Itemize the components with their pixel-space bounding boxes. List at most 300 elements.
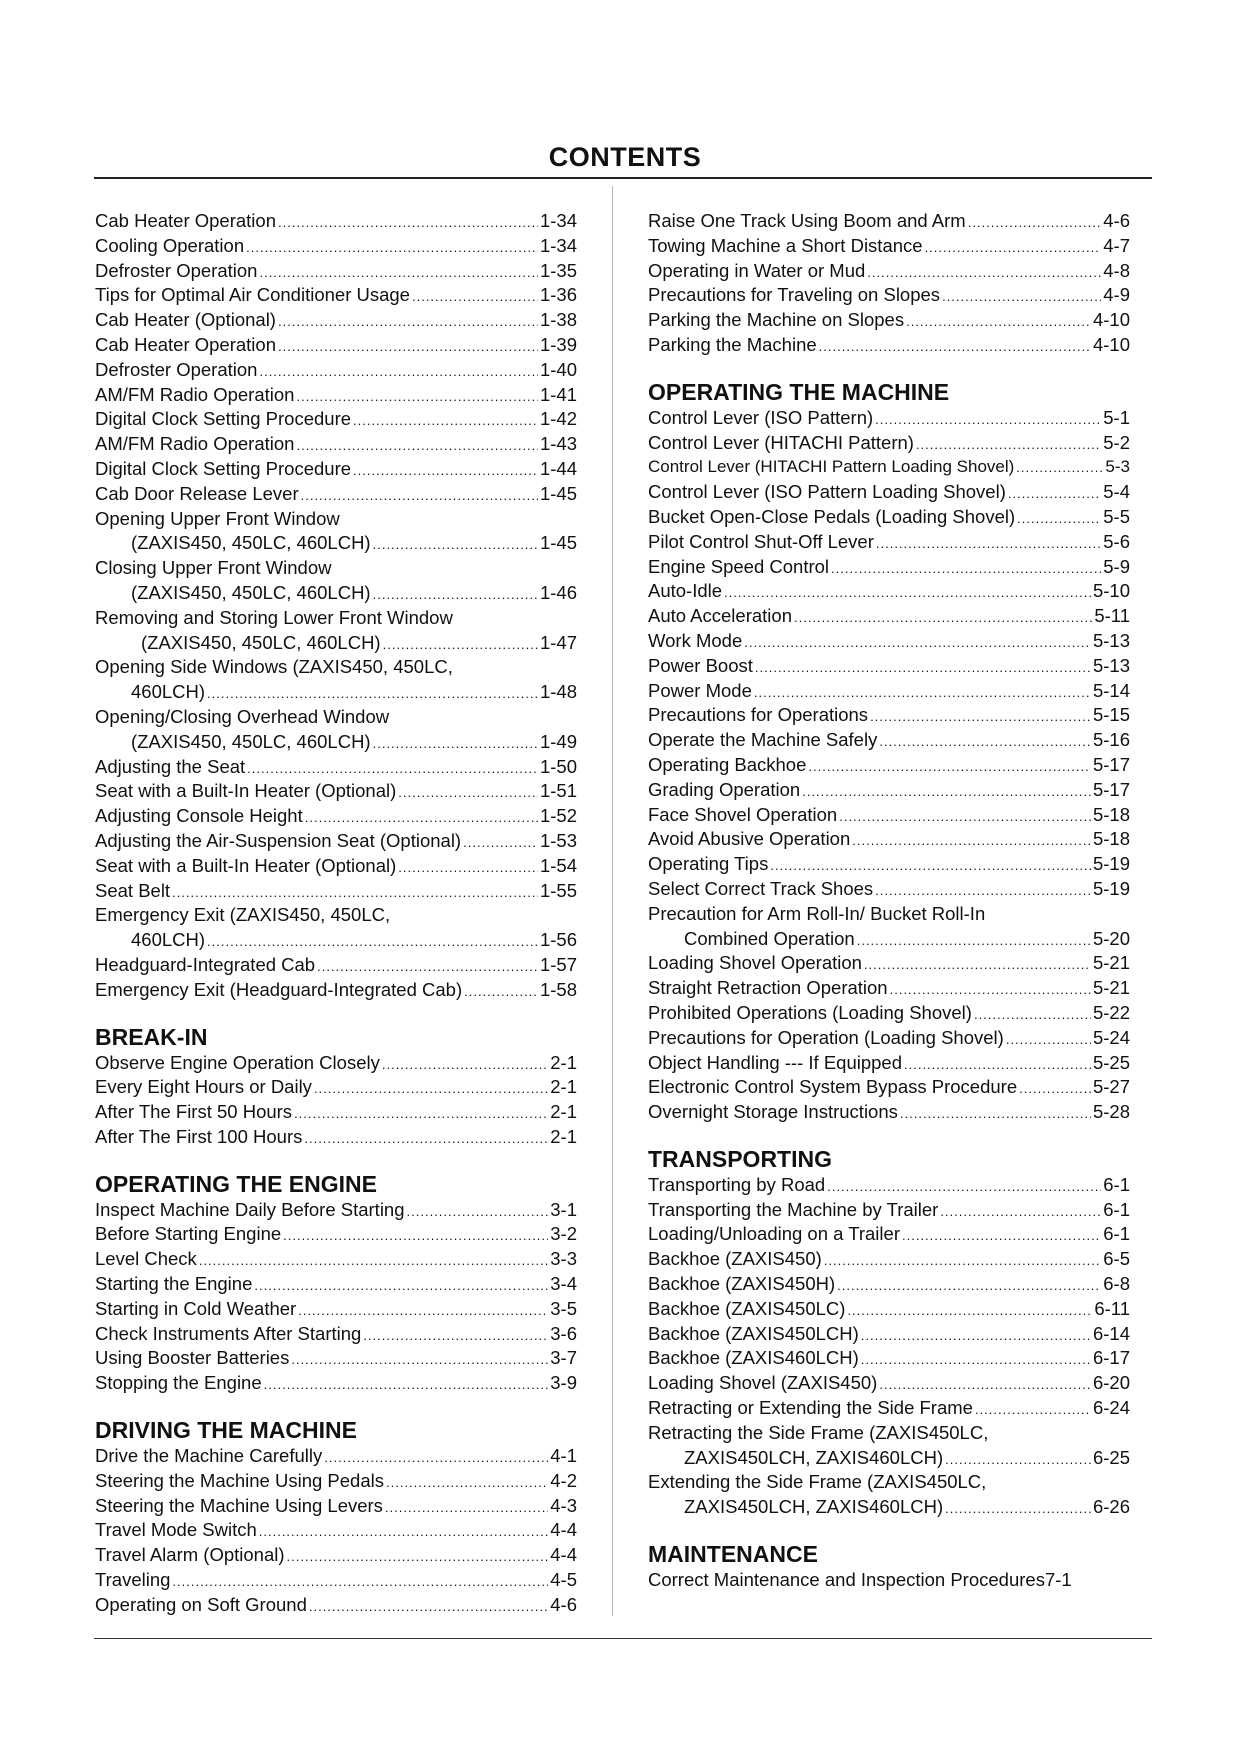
toc-entry-page: 3-4 — [550, 1273, 577, 1295]
toc-entry-title: Retracting or Extending the Side Frame — [648, 1397, 973, 1419]
toc-entry-wrap-first-line[interactable]: Removing and Storing Lower Front Window — [95, 606, 453, 628]
toc-entry[interactable] — [95, 407, 577, 432]
toc-entry[interactable] — [648, 234, 1130, 259]
dot-leader — [876, 532, 1101, 557]
toc-group-cab — [95, 209, 577, 507]
dot-leader — [291, 1348, 548, 1373]
toc-entry-title: Control Lever (HITACHI Pattern Loading Shovel) — [648, 457, 1015, 477]
toc-entry[interactable] — [648, 1568, 1130, 1593]
toc-entry-page: 5-13 — [1092, 654, 1130, 676]
toc-entry-page: 5-16 — [1092, 729, 1130, 751]
toc-entry-page: 5-6 — [1103, 530, 1130, 552]
dot-leader — [305, 806, 538, 831]
dot-leader — [837, 1274, 1101, 1299]
toc-entry-page: 1-56 — [539, 929, 577, 951]
toc-entry[interactable] — [648, 1051, 1130, 1076]
toc-entry[interactable] — [95, 333, 577, 358]
toc-group-driving-machine — [95, 1444, 577, 1618]
page-title — [0, 142, 1240, 173]
toc-entry-wrap-first-line[interactable]: Opening Upper Front Window — [95, 507, 340, 529]
toc-entry-page: 1-55 — [539, 879, 577, 901]
toc-entry[interactable] — [648, 431, 1130, 456]
toc-group-loading-shovel — [648, 951, 1130, 1125]
toc-entry[interactable] — [648, 1297, 1130, 1322]
toc-entry-title: Overnight Storage Instructions — [648, 1101, 898, 1123]
toc-entry-page: 5-15 — [1092, 704, 1130, 726]
toc-entry[interactable] — [648, 753, 1130, 778]
dot-leader — [940, 1200, 1101, 1225]
toc-entry-page: 4-4 — [550, 1544, 577, 1566]
toc-entry-page: 5-2 — [1103, 431, 1130, 453]
toc-entry-title: Seat Belt — [95, 879, 171, 901]
dot-leader — [942, 285, 1101, 310]
toc-entry-page: 4-10 — [1092, 309, 1130, 331]
toc-entry[interactable] — [95, 879, 577, 904]
toc-group-headguard — [95, 953, 577, 1003]
toc-left-column — [95, 209, 577, 1618]
toc-entry[interactable] — [648, 1026, 1130, 1051]
toc-entry-page: 3-5 — [550, 1297, 577, 1319]
toc-entry[interactable] — [95, 829, 577, 854]
dot-leader — [755, 656, 1091, 681]
toc-entry[interactable] — [648, 803, 1130, 828]
toc-entry-page: 5-10 — [1092, 580, 1130, 602]
toc-entry-title: Observe Engine Operation Closely — [95, 1051, 380, 1073]
dot-leader — [906, 310, 1091, 335]
toc-entry-title: Using Booster Batteries — [95, 1347, 290, 1369]
toc-entry[interactable] — [95, 482, 577, 507]
dot-leader — [916, 433, 1101, 458]
toc-entry-title: Adjusting the Air-Suspension Seat (Optional) — [95, 829, 462, 851]
toc-entry[interactable] — [95, 1222, 577, 1247]
toc-entry[interactable] — [95, 804, 577, 829]
dot-leader — [373, 732, 538, 757]
dot-leader — [464, 980, 538, 1005]
toc-entry[interactable] — [95, 730, 577, 755]
dot-leader — [902, 1224, 1101, 1249]
toc-entry-title: Precautions for Operations — [648, 704, 869, 726]
toc-entry[interactable] — [95, 457, 577, 482]
toc-entry-title: Stopping the Engine — [95, 1372, 262, 1394]
toc-entry[interactable] — [648, 1222, 1130, 1247]
dot-leader — [382, 1053, 548, 1078]
toc-entry-title: Electronic Control System Bypass Procedure — [648, 1076, 1018, 1098]
toc-entry[interactable] — [648, 308, 1130, 333]
dot-leader — [298, 1299, 548, 1324]
toc-entry-title: AM/FM Radio Operation — [95, 433, 295, 455]
toc-entry-title: Operating on Soft Ground — [95, 1593, 307, 1615]
toc-entry[interactable] — [648, 1001, 1130, 1026]
dot-leader — [724, 581, 1091, 606]
toc-entry[interactable] — [95, 1322, 577, 1347]
toc-entry-title: (ZAXIS450, 450LC, 460LCH) — [131, 532, 371, 554]
toc-entry-title: Parking the Machine on Slopes — [648, 309, 905, 331]
toc-entry[interactable] — [648, 333, 1130, 358]
toc-entry[interactable] — [95, 928, 577, 953]
dot-leader — [1017, 507, 1101, 532]
toc-entry-page: 5-21 — [1092, 977, 1130, 999]
toc-entry-page: 4-2 — [550, 1469, 577, 1491]
toc-entry-page: 6-20 — [1092, 1372, 1130, 1394]
toc-entry-page: 5-28 — [1092, 1101, 1130, 1123]
dot-leader — [207, 682, 538, 707]
toc-entry[interactable] — [648, 1322, 1130, 1347]
toc-entry-title: Steering the Machine Using Levers — [95, 1494, 383, 1516]
dot-leader — [1019, 1077, 1091, 1102]
toc-entry-page: 5-13 — [1092, 629, 1130, 651]
toc-entry-page: 6-14 — [1092, 1322, 1130, 1344]
toc-entry-page: 1-53 — [539, 829, 577, 851]
toc-group-operating-engine — [95, 1198, 577, 1396]
dot-leader — [353, 409, 538, 434]
toc-entry-title: Face Shovel Operation — [648, 803, 838, 825]
toc-entry[interactable] — [648, 679, 1130, 704]
toc-entry[interactable] — [95, 755, 577, 780]
toc-entry[interactable] — [648, 827, 1130, 852]
dot-leader — [353, 459, 538, 484]
dot-leader — [199, 1249, 548, 1274]
dot-leader — [207, 930, 538, 955]
toc-entry-page: 1-54 — [539, 854, 577, 876]
toc-group-break-in — [95, 1051, 577, 1150]
toc-entry-title: (ZAXIS450, 450LC, 460LCH) — [131, 730, 371, 752]
toc-entry-page: 6-17 — [1092, 1347, 1130, 1369]
toc-entry-title: Transporting the Machine by Trailer — [648, 1198, 939, 1220]
toc-entry[interactable] — [648, 703, 1130, 728]
toc-entry-title: Backhoe (ZAXIS450H) — [648, 1273, 836, 1295]
toc-entry[interactable] — [648, 1371, 1130, 1396]
toc-entry[interactable] — [95, 531, 577, 556]
toc-entry-page: 4-10 — [1092, 333, 1130, 355]
toc-entry-page: 1-41 — [539, 383, 577, 405]
toc-entry-page: 1-43 — [539, 433, 577, 455]
toc-entry[interactable] — [95, 234, 577, 259]
toc-entry[interactable] — [648, 1173, 1130, 1198]
dot-leader — [254, 1274, 548, 1299]
dot-leader — [373, 583, 538, 608]
toc-entry[interactable] — [95, 283, 577, 308]
toc-entry-wrap-first-line[interactable]: Opening/Closing Overhead Window — [95, 705, 390, 727]
toc-entry-page: 5-17 — [1092, 753, 1130, 775]
toc-entry-title: Transporting by Road — [648, 1173, 826, 1195]
toc-entry-wrap-first-line[interactable]: Extending the Side Frame (ZAXIS450LC, — [648, 1471, 987, 1493]
toc-entry-page: 1-45 — [539, 532, 577, 554]
toc-entry-page: 6-26 — [1092, 1496, 1130, 1518]
toc-entry[interactable] — [95, 1198, 577, 1223]
toc-entry-title: Precautions for Traveling on Slopes — [648, 284, 941, 306]
toc-entry-title: 460LCH) — [131, 929, 206, 951]
toc-entry[interactable] — [648, 1446, 1130, 1471]
section-heading-driving-machine: DRIVING THE MACHINE — [95, 1417, 357, 1444]
toc-group-seat — [95, 755, 577, 904]
toc-entry-title: Object Handling --- If Equipped — [648, 1051, 902, 1073]
toc-entry-title: Operating Tips — [648, 853, 769, 875]
toc-entry-title: Every Eight Hours or Daily — [95, 1076, 312, 1098]
dot-leader — [386, 1471, 548, 1496]
toc-entry-title: Power Boost — [648, 654, 753, 676]
toc-entry-title: Adjusting Console Height — [95, 805, 303, 827]
dot-leader — [900, 1102, 1091, 1127]
toc-entry-title: Backhoe (ZAXIS450LC) — [648, 1297, 846, 1319]
dot-leader — [1006, 1028, 1091, 1053]
toc-entry[interactable] — [95, 1543, 577, 1568]
toc-entry-title: Level Check — [95, 1248, 197, 1270]
toc-entry-title: Digital Clock Setting Procedure — [95, 457, 352, 479]
toc-entry-title: Operate the Machine Safely — [648, 729, 878, 751]
toc-entry-page: 6-8 — [1103, 1273, 1130, 1295]
toc-entry[interactable] — [648, 1100, 1130, 1125]
toc-entry-page: 6-11 — [1094, 1297, 1130, 1319]
toc-entry-page: 5-18 — [1092, 828, 1130, 850]
dot-leader — [879, 730, 1091, 755]
toc-entry-title: After The First 50 Hours — [95, 1101, 293, 1123]
toc-entry[interactable] — [648, 778, 1130, 803]
toc-entry[interactable] — [648, 455, 1130, 480]
toc-entry-page: 5-14 — [1092, 679, 1130, 701]
toc-entry-title: Cab Door Release Lever — [95, 482, 299, 504]
dot-leader — [904, 1053, 1091, 1078]
toc-entry-page: 5-17 — [1092, 778, 1130, 800]
toc-entry-page: 1-58 — [539, 978, 577, 1000]
dot-leader — [861, 1324, 1091, 1349]
dot-leader — [794, 606, 1092, 631]
section-heading-operating-engine: OPERATING THE ENGINE — [95, 1170, 377, 1197]
toc-entry[interactable] — [648, 1198, 1130, 1223]
column-divider — [612, 186, 613, 1616]
toc-entry[interactable] — [95, 209, 577, 234]
toc-entry[interactable] — [648, 555, 1130, 580]
dot-leader — [363, 1324, 548, 1349]
dot-leader — [304, 1127, 548, 1152]
toc-entry[interactable] — [648, 654, 1130, 679]
toc-entry-title: Digital Clock Setting Procedure — [95, 408, 352, 430]
toc-entry[interactable] — [648, 480, 1130, 505]
toc-entry[interactable] — [95, 358, 577, 383]
dot-leader — [945, 1448, 1091, 1473]
toc-entry[interactable] — [95, 854, 577, 879]
toc-entry-title: Auto-Idle — [648, 580, 723, 602]
toc-entry-page: 6-1 — [1103, 1223, 1130, 1245]
dot-leader — [385, 1496, 548, 1521]
toc-entry[interactable] — [648, 927, 1130, 952]
toc-entry-title: Cab Heater Operation — [95, 333, 276, 355]
toc-entry[interactable] — [95, 383, 577, 408]
toc-entry[interactable] — [648, 728, 1130, 753]
section-heading-operating-machine: OPERATING THE MACHINE — [648, 378, 950, 405]
toc-entry[interactable] — [95, 1593, 577, 1618]
toc-entry-page: 2-1 — [550, 1076, 577, 1098]
toc-entry[interactable] — [648, 604, 1130, 629]
toc-entry-page: 2-1 — [550, 1125, 577, 1147]
toc-group-transporting — [648, 1173, 1130, 1421]
toc-entry-page: 3-7 — [550, 1347, 577, 1369]
toc-entry-title: Headguard-Integrated Cab — [95, 953, 316, 975]
toc-entry[interactable] — [95, 1247, 577, 1272]
toc-entry-page: 7-1 — [1044, 1569, 1072, 1591]
dot-leader — [824, 1249, 1101, 1274]
toc-entry[interactable] — [95, 1518, 577, 1543]
dot-leader — [1008, 482, 1101, 507]
toc-entry-page: 6-1 — [1103, 1173, 1130, 1195]
toc-entry[interactable] — [95, 953, 577, 978]
toc-entry[interactable] — [648, 976, 1130, 1001]
toc-entry[interactable] — [95, 432, 577, 457]
toc-entry[interactable] — [648, 629, 1130, 654]
toc-entry[interactable] — [95, 1469, 577, 1494]
toc-entry[interactable] — [95, 1494, 577, 1519]
toc-entry-title: Operating Backhoe — [648, 753, 807, 775]
toc-entry-title: Engine Speed Control — [648, 555, 830, 577]
toc-entry-page: 4-6 — [1103, 210, 1130, 231]
toc-entry-title: Traveling — [95, 1569, 171, 1591]
toc-entry-page: 5-18 — [1092, 803, 1130, 825]
dot-leader — [278, 211, 538, 236]
toc-entry[interactable] — [95, 1371, 577, 1396]
dot-leader — [852, 829, 1091, 854]
toc-entry[interactable] — [648, 1396, 1130, 1421]
dot-leader — [373, 533, 538, 558]
toc-entry-title: Raise One Track Using Boom and Arm — [648, 210, 966, 231]
dot-leader — [875, 408, 1101, 433]
dot-leader — [259, 261, 538, 286]
toc-entry-page: 1-34 — [539, 234, 577, 256]
dot-leader — [808, 755, 1091, 780]
toc-entry[interactable] — [648, 877, 1130, 902]
toc-entry[interactable] — [95, 308, 577, 333]
toc-entry-wrap-first-line[interactable]: Closing Upper Front Window — [95, 557, 332, 579]
toc-entry-page: 5-25 — [1092, 1051, 1130, 1073]
toc-entry-wrap-first-line[interactable]: Opening Side Windows (ZAXIS450, 450LC, — [95, 656, 453, 678]
toc-entry-page: 5-21 — [1092, 952, 1130, 974]
toc-entry-wrap-first-line[interactable]: Retracting the Side Frame (ZAXIS450LC, — [648, 1421, 989, 1443]
section-heading-transporting: TRANSPORTING — [648, 1145, 832, 1172]
toc-entry-page: 1-36 — [539, 284, 577, 306]
toc-entry-title: Bucket Open-Close Pedals (Loading Shovel) — [648, 505, 1016, 527]
toc-entry-title: Avoid Abusive Operation — [648, 828, 851, 850]
toc-entry-title: Backhoe (ZAXIS450) — [648, 1248, 822, 1270]
toc-entry-title: Precautions for Operation (Loading Shovel) — [648, 1026, 1004, 1048]
dot-leader — [1016, 456, 1103, 481]
toc-entry-page: 5-4 — [1103, 481, 1130, 503]
toc-entry[interactable] — [95, 1100, 577, 1125]
toc-entry-title: Check Instruments After Starting — [95, 1322, 362, 1344]
toc-entry[interactable] — [95, 1568, 577, 1593]
toc-entry-title: Control Lever (ISO Pattern) — [648, 406, 874, 428]
toc-entry[interactable] — [648, 259, 1130, 284]
dot-leader — [398, 856, 538, 881]
toc-entry[interactable] — [648, 1075, 1130, 1100]
toc-entry-title: Cab Heater Operation — [95, 210, 276, 231]
toc-entry[interactable] — [95, 1444, 577, 1469]
dot-leader — [802, 780, 1091, 805]
toc-entry[interactable] — [95, 680, 577, 705]
dot-leader — [264, 1373, 549, 1398]
toc-entry[interactable] — [648, 209, 1130, 234]
toc-entry[interactable] — [648, 1272, 1130, 1297]
dot-leader — [383, 633, 538, 658]
toc-entry[interactable] — [648, 1346, 1130, 1371]
toc-entry-page: 4-1 — [550, 1445, 577, 1467]
dot-leader — [974, 1003, 1091, 1028]
dot-leader — [827, 1175, 1101, 1200]
toc-entry-title: AM/FM Radio Operation — [95, 383, 295, 405]
toc-entry-title: Seat with a Built-In Heater (Optional) — [95, 854, 397, 876]
toc-entry[interactable] — [648, 951, 1130, 976]
toc-entry-title: Starting in Cold Weather — [95, 1297, 297, 1319]
dot-leader — [294, 1102, 548, 1127]
toc-entry-page: 1-48 — [539, 681, 577, 703]
dot-leader — [407, 1200, 549, 1225]
toc-entry-page: 5-19 — [1092, 853, 1130, 875]
dot-leader — [744, 631, 1091, 656]
toc-entry-page: 1-42 — [539, 408, 577, 430]
toc-entry[interactable] — [95, 1297, 577, 1322]
toc-entry[interactable] — [95, 1125, 577, 1150]
toc-entry-page: 1-34 — [539, 210, 577, 231]
toc-entry-page: 1-51 — [539, 780, 577, 802]
toc-entry[interactable] — [648, 505, 1130, 530]
toc-entry[interactable] — [648, 283, 1130, 308]
toc-entry-title: (ZAXIS450, 450LC, 460LCH) — [131, 581, 371, 603]
toc-entry[interactable] — [648, 579, 1130, 604]
title-rule — [94, 177, 1152, 179]
toc-entry[interactable] — [95, 779, 577, 804]
toc-entry-page: 1-47 — [539, 631, 577, 653]
dot-leader — [975, 1398, 1091, 1423]
section-heading-break-in: BREAK-IN — [95, 1023, 208, 1050]
toc-entry[interactable] — [648, 1247, 1130, 1272]
toc-entry-title: Backhoe (ZAXIS460LCH) — [648, 1347, 859, 1369]
toc-entry-page: 5-5 — [1103, 505, 1130, 527]
toc-entry-title: Auto Acceleration — [648, 605, 792, 627]
toc-entry-title: 460LCH) — [131, 681, 206, 703]
toc-entry[interactable] — [648, 406, 1130, 431]
toc-entry-title: Defroster Operation — [95, 259, 258, 281]
dot-leader — [861, 1348, 1091, 1373]
toc-entry[interactable] — [95, 978, 577, 1003]
toc-entry-wrap-first-line[interactable]: Precaution for Arm Roll-In/ Bucket Roll-In — [648, 902, 986, 924]
toc-entry[interactable] — [95, 1075, 577, 1100]
toc-entry-title: Emergency Exit (Headguard-Integrated Cab) — [95, 978, 463, 1000]
toc-entry-page: 1-52 — [539, 805, 577, 827]
toc-entry[interactable] — [95, 1346, 577, 1371]
toc-entry-page: 1-50 — [539, 755, 577, 777]
toc-group-traveling — [648, 209, 1130, 358]
toc-entry[interactable] — [648, 1495, 1130, 1520]
toc-entry-page: 1-45 — [539, 482, 577, 504]
toc-entry-title: Travel Mode Switch — [95, 1519, 257, 1541]
toc-entry[interactable] — [95, 1272, 577, 1297]
dot-leader — [283, 1224, 548, 1249]
toc-entry[interactable] — [95, 581, 577, 606]
dot-leader — [463, 831, 538, 856]
toc-entry[interactable] — [95, 259, 577, 284]
toc-entry-page: 5-24 — [1092, 1026, 1130, 1048]
toc-entry-title: Straight Retraction Operation — [648, 977, 888, 999]
toc-entry-title: Pilot Control Shut-Off Lever — [648, 530, 874, 552]
dot-leader — [945, 1497, 1091, 1522]
toc-entry[interactable] — [648, 852, 1130, 877]
toc-entry[interactable] — [95, 631, 577, 656]
section-heading-maintenance: MAINTENANCE — [648, 1541, 818, 1568]
toc-entry-page: 6-24 — [1092, 1397, 1130, 1419]
toc-entry-page: 3-3 — [550, 1248, 577, 1270]
toc-entry-page: 3-2 — [550, 1223, 577, 1245]
toc-entry-title: Select Correct Track Shoes — [648, 877, 874, 899]
toc-entry[interactable] — [95, 1051, 577, 1076]
toc-entry-wrap-first-line[interactable]: Emergency Exit (ZAXIS450, 450LC, — [95, 904, 391, 926]
toc-entry[interactable] — [648, 530, 1130, 555]
